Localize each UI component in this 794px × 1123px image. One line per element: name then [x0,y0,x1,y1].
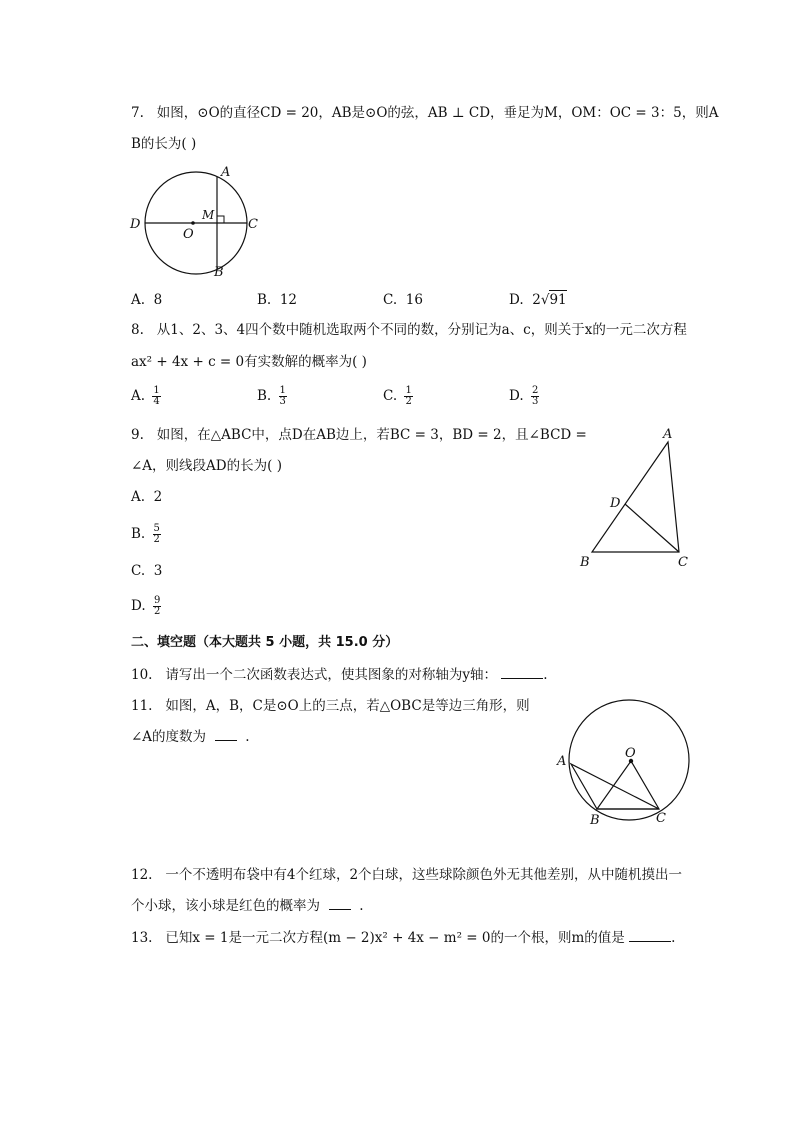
q7-label-d: D [130,217,141,232]
q9-label-c: C [678,555,688,570]
q10-text: 请写出一个二次函数表达式，使其图象的对称轴为y轴： [165,667,497,683]
q10-number: 10. [131,667,153,683]
q8-text-line1: 从1、2、3、4四个数中随机选取两个不同的数，分别记为a、c，则关于x的一元二次方程 [156,322,687,338]
q9-option-b[interactable]: B. $\frac{5}{2}$ [131,523,160,545]
q7-option-d[interactable]: D. 2√91 [509,292,567,308]
q13-text: 已知x = 1是一元二次方程(m − 2)x² + 4x − m² = 0的一个根，则m的值是 [165,930,625,946]
q7-label-a: A [221,165,231,180]
q11-label-o: O [625,746,636,761]
q8-option-a[interactable]: A. $\frac{1}{4}$ [131,385,160,407]
q10-answer-blank[interactable] [501,666,543,679]
q12-text-line2: 个小球，该小球是红色的概率为 [131,898,320,914]
sqrt-icon: √ [540,292,550,308]
q7-option-a[interactable]: A. 8 [131,292,163,308]
q7-label-c: C [248,217,258,232]
q9-line1 [131,426,587,444]
q9-triangle-abc [592,442,679,552]
q7-right-angle-mark [217,216,224,223]
q11-label-a: A [557,754,567,769]
q9-label-b: B [580,555,590,570]
q8-text-line2: ax² + 4x + c = 0有实数解的概率为( ) [131,354,367,370]
section-fill-in-title: 二、填空题（本大题共 5 小题，共 15.0 分） [131,635,399,650]
q12-answer-blank[interactable] [329,897,351,910]
q12-text-line1: 一个不透明布袋中有4个红球，2个白球，这些球除颜色外无其他差别，从中随机摸出一 [165,867,683,883]
q9-number: 9. [131,427,144,443]
q11-text-line2: ∠A的度数为 [131,729,207,745]
q7-number: 7. [131,105,144,121]
q8-option-c[interactable]: C. $\frac{1}{2}$ [383,385,412,407]
q13-line: 13. 已知x = 1是一元二次方程(m − 2)x² + 4x − m² = 0的一个根，则m的值是 . [131,930,676,946]
q13-number: 13. [131,930,153,946]
q9-label-d: D [610,496,621,511]
q9-text-line1: 如图，在△ABC中，点D在AB边上，若BC = 3，BD = 2，且∠BCD = [156,427,587,443]
q12-line2: 个小球，该小球是红色的概率为 . [131,898,364,914]
q9-text-line2: ∠A，则线段AD的长为( ) [131,458,282,474]
q7-label-m: M [202,208,215,222]
q13-answer-blank[interactable] [629,929,671,942]
q11-line1 [131,697,530,715]
q7-label-b: B [214,265,224,280]
q7-center-dot [191,221,195,225]
q11-line2: ∠A的度数为 . [131,729,250,745]
q7-line2 [131,135,196,153]
q8-option-d[interactable]: D. $\frac{2}{3}$ [509,385,539,407]
q12-number: 12. [131,867,153,883]
q11-answer-blank[interactable] [215,728,237,741]
q11-figure [552,698,697,830]
q9-label-a: A [663,427,673,442]
q11-text-line1: 如图，A，B，C是⊙O上的三点，若△OBC是等边三角形，则 [165,698,530,714]
q9-option-a[interactable]: A. 2 [131,489,163,505]
q7-option-c[interactable]: C. 16 [383,292,423,308]
q9-option-d[interactable]: D. $\frac{9}{2}$ [131,595,161,617]
q8-number: 8. [131,322,144,338]
q8-line1 [131,321,687,339]
q9-segment-cd [625,504,679,552]
q10-line: 10. 请写出一个二次函数表达式，使其图象的对称轴为y轴： . [131,667,548,683]
q7-line1 [131,104,718,122]
q9-option-c[interactable]: C. 3 [131,563,163,579]
q7-label-o: O [183,227,194,242]
q11-label-c: C [656,811,666,826]
q8-option-b[interactable]: B. $\frac{1}{3}$ [257,385,286,407]
q7-figure [126,162,266,282]
q11-number: 11. [131,698,153,714]
q11-label-b: B [590,813,600,828]
q7-option-b[interactable]: B. 12 [257,292,297,308]
q7-text-line1: 如图，⊙O的直径CD = 20，AB是⊙O的弦，AB ⊥ CD，垂足为M，OM：OC = 3：5，则A [156,105,719,121]
q9-line2 [131,457,282,475]
q11-triangle-obc [597,761,659,809]
q9-figure [572,422,702,577]
q8-line2 [131,353,367,371]
q7-text-line2: B的长为( ) [131,136,197,152]
q12-line1 [131,866,682,884]
